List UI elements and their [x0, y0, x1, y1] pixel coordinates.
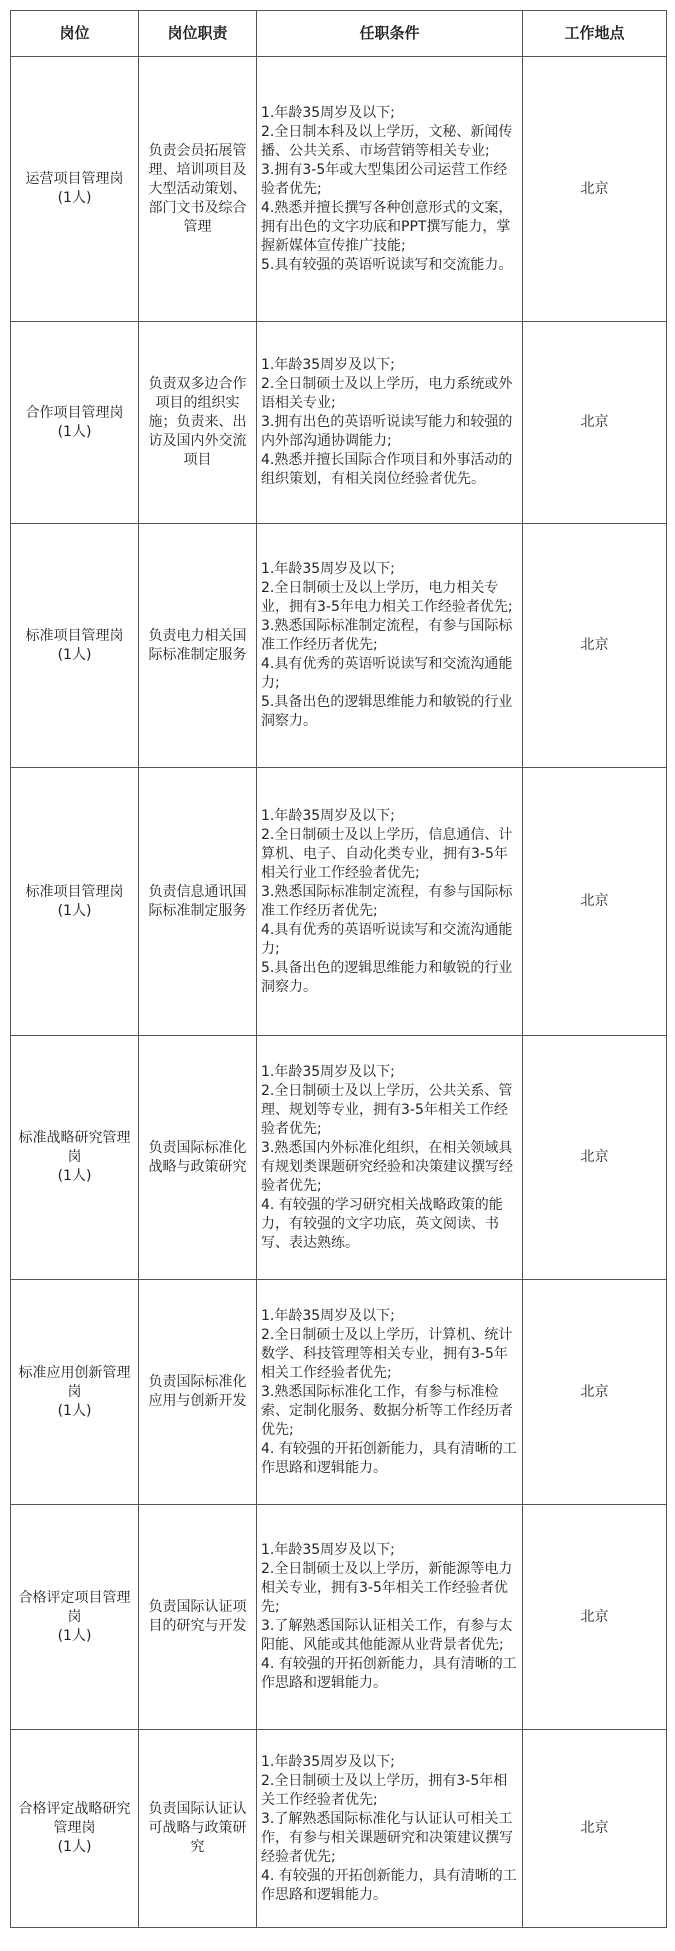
- position-cell: [11, 524, 139, 768]
- position-cell: [11, 57, 139, 322]
- position-count: (1人): [57, 902, 92, 919]
- header-duty: 岗位职责: [139, 11, 257, 57]
- position-cell: [11, 1036, 139, 1280]
- position-name: 合作项目管理岗: [25, 404, 124, 421]
- position-name: 合格评定项目管理岗: [18, 1589, 131, 1625]
- header-location: 工作地点: [523, 11, 667, 57]
- duty-cell: 负责国际认证认可战略与政策研究: [139, 1730, 257, 1928]
- position-name: 合格评定战略研究管理岗: [18, 1801, 131, 1836]
- table-row: [11, 57, 667, 322]
- position-name: 标准应用创新管理岗: [18, 1364, 131, 1400]
- location-cell: 北京: [523, 1280, 667, 1505]
- location-cell: 北京: [523, 1505, 667, 1730]
- requirement-item: 4. 有较强的学习研究相关战略政策的能力，有较强的文字功底，英文阅读、书写、表达熟练。: [261, 1196, 503, 1251]
- requirement-item: 2.全日制硕士及以上学历，电力系统或外语相关专业;: [261, 376, 513, 411]
- requirement-item: 4.熟悉并擅长国际合作项目和外事活动的组织策划，有相关岗位经验者优先。: [261, 452, 513, 487]
- requirement-item: 3.了解熟悉国际认证相关工作，有参与太阳能、风能或其他能源从业背景者优先;: [261, 1618, 513, 1653]
- position-name: 运营项目管理岗: [25, 171, 124, 187]
- requirement-item: 1.年龄35周岁及以下;: [261, 807, 395, 824]
- requirement-item: 2.全日制本科及以上学历，文秘、新闻传播、公共关系、市场营销等相关专业;: [261, 123, 513, 159]
- position-count: (1人): [57, 646, 92, 663]
- requirements-cell: [257, 768, 523, 1036]
- table-row: [11, 1280, 667, 1505]
- requirement-item: 4. 有较强的开拓创新能力，具有清晰的工作思路和逻辑能力。: [261, 1656, 517, 1691]
- requirement-item: 2.全日制硕士及以上学历，公共关系、管理、规划等专业，拥有3-5年相关工作经验者优先;: [261, 1082, 513, 1137]
- requirements-cell: [257, 57, 523, 322]
- requirement-item: 2.全日制硕士及以上学历，信息通信、计算机、电子、自动化类专业，拥有3-5年相关行业工作经验者优先;: [261, 826, 513, 881]
- location-cell: 北京: [523, 57, 667, 322]
- position-name: 标准项目管理岗: [25, 627, 124, 644]
- requirement-item: 1.年龄35周岁及以下;: [261, 1307, 395, 1324]
- location-cell: 北京: [523, 322, 667, 524]
- duty-cell: 负责电力相关国际标准制定服务: [139, 524, 257, 768]
- table-row: [11, 1505, 667, 1730]
- requirement-item: 3.熟悉国内外标准化组织，在相关领域具有规划类课题研究经验和决策建议撰写经验者优先;: [261, 1139, 513, 1194]
- duty-cell: 负责信息通讯国际标准制定服务: [139, 768, 257, 1036]
- table-row: [11, 1036, 667, 1280]
- requirement-item: 2.全日制硕士及以上学历，新能源等电力相关专业，拥有3-5年相关工作经验者优先;: [261, 1561, 513, 1615]
- duty-cell: 负责国际标准化应用与创新开发: [139, 1280, 257, 1505]
- duty-cell: 负责会员拓展管理、培训项目及大型活动策划、部门文书及综合管理: [139, 57, 257, 322]
- requirements-cell: [257, 322, 523, 524]
- position-cell: [11, 768, 139, 1036]
- position-count: (1人): [57, 423, 92, 440]
- requirement-item: 2.全日制硕士及以上学历，计算机、统计数学、科技管理等相关专业，拥有3-5年相关工作经验者优先;: [261, 1326, 513, 1381]
- requirement-item: 3.熟悉国际标准制定流程，有参与国际标准工作经历者优先;: [261, 618, 513, 653]
- requirement-item: 2.全日制硕士及以上学历，拥有3-5年相关工作经验者优先;: [261, 1772, 508, 1808]
- table-row: [11, 524, 667, 768]
- requirement-item: 4. 有较强的开拓创新能力，具有清晰的工作思路和逻辑能力。: [261, 1867, 517, 1903]
- requirements-cell: [257, 1505, 523, 1730]
- requirement-item: 1.年龄35周岁及以下;: [261, 104, 395, 121]
- requirement-item: 5.具备出色的逻辑思维能力和敏锐的行业洞察力。: [261, 694, 513, 729]
- requirement-item: 1.年龄35周岁及以下;: [261, 1542, 395, 1558]
- requirements-cell: [257, 1280, 523, 1505]
- table-row: [11, 1730, 667, 1928]
- location-cell: 北京: [523, 1730, 667, 1928]
- position-name: 标准战略研究管理岗: [18, 1130, 131, 1165]
- header-position: 岗位: [11, 11, 139, 57]
- requirement-item: 2.全日制硕士及以上学历，电力相关专业，拥有3-5年电力相关工作经验者优先;: [261, 580, 513, 615]
- requirement-item: 4.具有优秀的英语听说读写和交流沟通能力;: [261, 921, 513, 957]
- position-count: (1人): [57, 190, 92, 206]
- position-name: 标准项目管理岗: [25, 883, 124, 900]
- table-row: [11, 768, 667, 1036]
- position-count: (1人): [57, 1168, 92, 1184]
- position-count: (1人): [57, 1627, 92, 1644]
- requirements-cell: [257, 1036, 523, 1280]
- position-cell: [11, 1505, 139, 1730]
- header-row: [11, 11, 667, 57]
- location-cell: 北京: [523, 768, 667, 1036]
- requirements-cell: [257, 524, 523, 768]
- table-row: [11, 322, 667, 524]
- requirement-item: 3.熟悉国际标准制定流程，有参与国际标准工作经历者优先;: [261, 883, 513, 919]
- location-cell: 北京: [523, 524, 667, 768]
- duty-cell: 负责国际标准化战略与政策研究: [139, 1036, 257, 1280]
- requirement-item: 3.熟悉国际标准化工作，有参与标准检索、定制化服务、数据分析等工作经历者优先;: [261, 1383, 513, 1438]
- position-count: (1人): [57, 1402, 92, 1419]
- location-cell: 北京: [523, 1036, 667, 1280]
- requirement-item: 3.拥有3-5年或大型集团公司运营工作经验者优先;: [261, 161, 508, 197]
- position-count: (1人): [57, 1839, 92, 1855]
- requirement-item: 3.拥有出色的英语听说读写能力和较强的内外部沟通协调能力;: [261, 414, 513, 449]
- requirements-cell: [257, 1730, 523, 1928]
- requirement-item: 4. 有较强的开拓创新能力，具有清晰的工作思路和逻辑能力。: [261, 1440, 517, 1476]
- requirement-item: 1.年龄35周岁及以下;: [261, 1063, 395, 1080]
- requirement-item: 5.具有较强的英语听说读写和交流能力。: [261, 256, 513, 273]
- duty-cell: 负责双多边合作项目的组织实施；负责来、出访及国内外交流项目: [139, 322, 257, 524]
- requirement-item: 5.具备出色的逻辑思维能力和敏锐的行业洞察力。: [261, 959, 513, 995]
- position-cell: [11, 1280, 139, 1505]
- job-table: [10, 10, 667, 1928]
- requirement-item: 1.年龄35周岁及以下;: [261, 357, 395, 373]
- duty-cell: 负责国际认证项目的研究与开发: [139, 1505, 257, 1730]
- requirement-item: 4.熟悉并擅长撰写各种创意形式的文案，拥有出色的文字功底和PPT撰写能力，掌握新媒体宣传推广技能;: [261, 199, 513, 254]
- header-requirements: 任职条件: [257, 11, 523, 57]
- requirement-item: 4.具有优秀的英语听说读写和交流沟通能力;: [261, 656, 513, 691]
- requirement-item: 3.了解熟悉国际标准化与认证认可相关工作，有参与相关课题研究和决策建议撰写经验者优先;: [261, 1810, 513, 1865]
- requirement-item: 1.年龄35周岁及以下;: [261, 1753, 395, 1770]
- requirement-item: 1.年龄35周岁及以下;: [261, 561, 395, 577]
- position-cell: [11, 322, 139, 524]
- position-cell: [11, 1730, 139, 1928]
